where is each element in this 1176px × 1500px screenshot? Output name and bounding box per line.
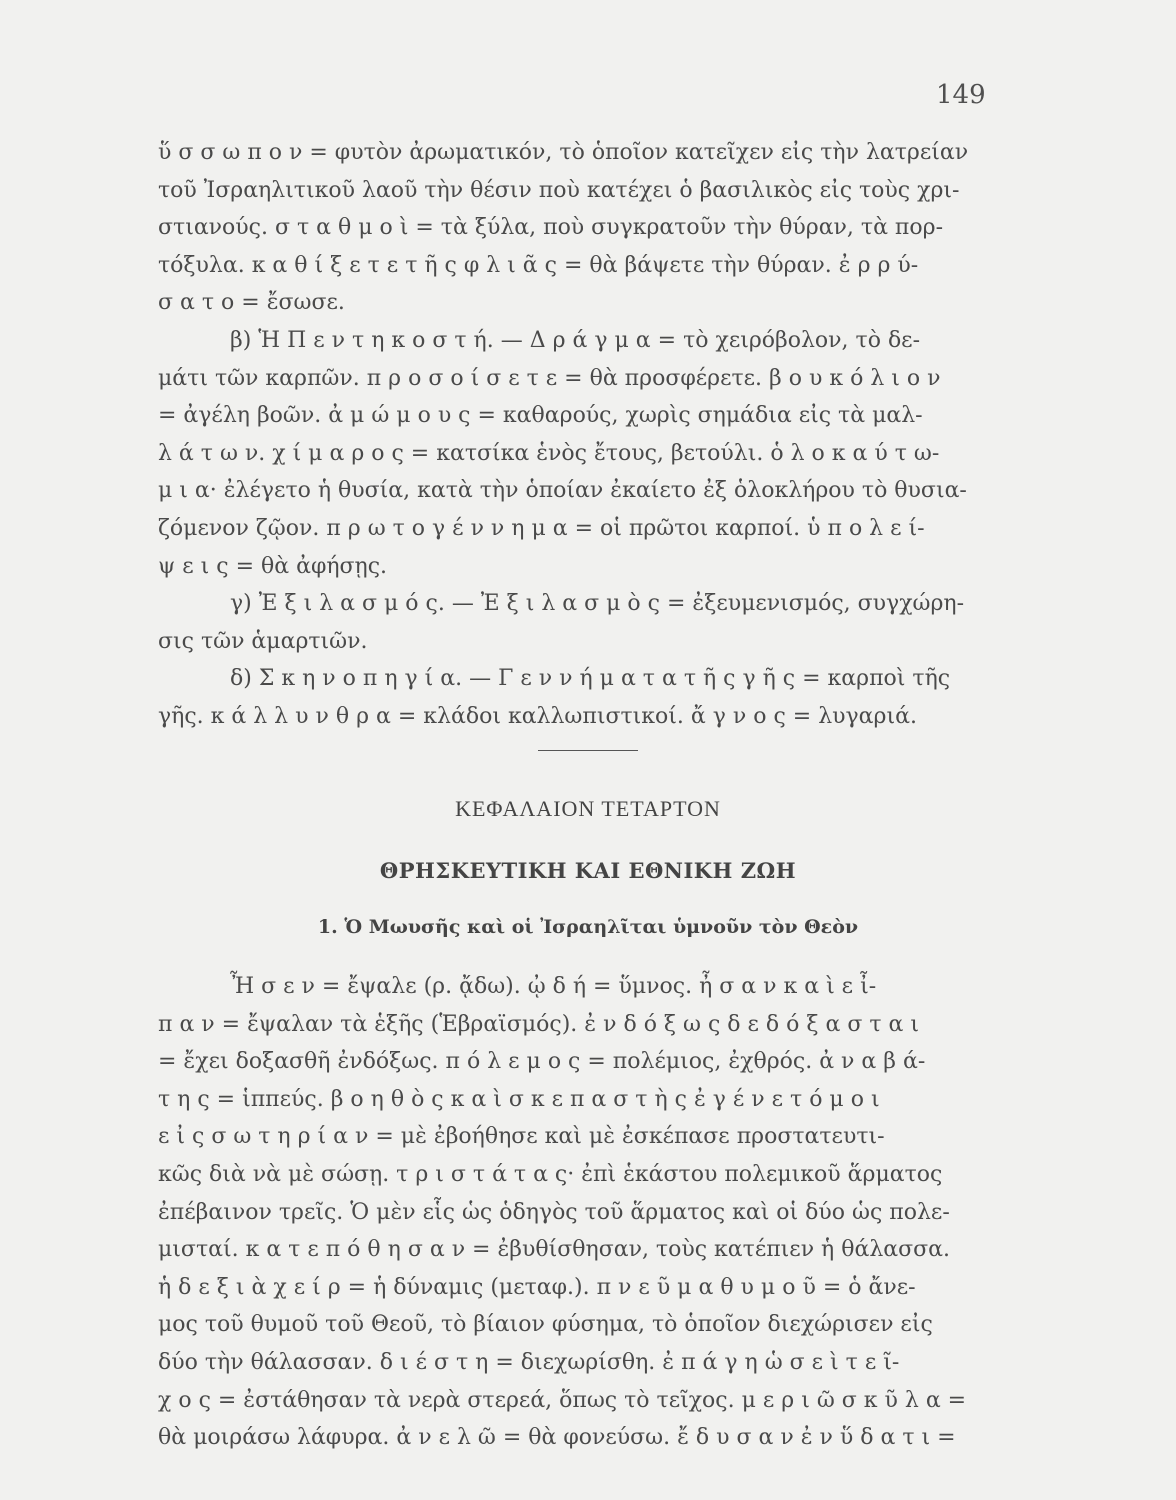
chapter-title: ΚΕΦΑΛΑΙΟΝ ΤΕΤΑΡΤΟΝ: [455, 796, 721, 821]
text-line: στιανούς. σ τ α θ μ ο ὶ = τὰ ξύλα, ποὺ συγκρατοῦν τὴν θύραν, τὰ πορ-: [158, 215, 943, 241]
text-line: σις τῶν ἁμαρτιῶν.: [158, 628, 368, 654]
text-line: μ ι α· ἐλέγετο ἡ θυσία, κατὰ τὴν ὁποίαν ἐκαίετο ἐξ ὁλοκλήρου τὸ θυσια-: [158, 478, 967, 504]
section-heading: 1. Ὁ Μωυσῆς καὶ οἱ Ἰσραηλῖται ὑμνοῦν τὸν Θεὸν: [317, 916, 859, 938]
text-line: γ) Ἐ ξ ι λ α σ μ ό ς. — Ἐ ξ ι λ α σ μ ὸ ς = ἐξευμενισμός, συγχώρη-: [230, 591, 965, 617]
text-line: σ α τ ο = ἔσωσε.: [158, 290, 345, 316]
text-line: γῆς. κ ά λ λ υ ν θ ρ α = κλάδοι καλλωπιστικοί. ἄ γ ν ο ς = λυγαριά.: [158, 703, 917, 729]
text-line: π α ν = ἔψαλαν τὰ ἑξῆς (Ἑβραϊσμός). ἐ ν δ ό ξ ω ς δ ε δ ό ξ α σ τ α ι: [158, 1011, 920, 1037]
text-line: = ἔχει δοξασθῆ ἐνδόξως. π ό λ ε μ ο ς = πολέμιος, ἐχθρός. ἀ ν α β ά-: [158, 1049, 926, 1075]
text-line: Ἦ σ ε ν = ἔψαλε (ρ. ᾄδω). ᾠ δ ή = ὕμνος. ἦ σ α ν κ α ὶ ε ἶ-: [230, 974, 877, 999]
text-line: ὕ σ σ ω π ο ν = φυτὸν ἀρωματικόν, τὸ ὁποῖον κατεῖχεν εἰς τὴν λατρείαν: [158, 140, 969, 165]
text-line: τόξυλα. κ α θ ί ξ ε τ ε τ ῆ ς φ λ ι ᾶ ς = θὰ βάψετε τὴν θύραν. ἐ ρ ρ ύ-: [158, 252, 919, 278]
text-line: β) Ἡ Π ε ν τ η κ ο σ τ ή. — Δ ρ ά γ μ α = τὸ χειρόβολον, τὸ δε-: [230, 327, 921, 353]
text-line: ψ ε ι ς = θὰ ἀφήσῃς.: [158, 553, 388, 579]
text-line: τοῦ Ἰσραηλιτικοῦ λαοῦ τὴν θέσιν ποὺ κατέχει ὁ βασιλικὸς εἰς τοὺς χρι-: [158, 177, 960, 203]
text-line: μάτι τῶν καρπῶν. π ρ ο σ ο ί σ ε τ ε = θὰ προσφέρετε. β ο υ κ ό λ ι ο ν: [158, 365, 941, 391]
text-line: θὰ μοιράσω λάφυρα. ἀ ν ε λ ῶ = θὰ φονεύσω. ἔ δ υ σ α ν ἐ ν ὕ δ α τ ι =: [158, 1425, 956, 1451]
text-line: μος τοῦ θυμοῦ τοῦ Θεοῦ, τὸ βίαιον φύσημα, τὸ ὁποῖον διεχώρισεν εἰς: [158, 1312, 933, 1338]
text-line: = ἀγέλη βοῶν. ἀ μ ώ μ ο υ ς = καθαρούς, χωρὶς σημάδια εἰς τὰ μαλ-: [158, 403, 923, 429]
section-divider: [538, 750, 638, 751]
text-line: ἡ δ ε ξ ι ὰ χ ε ί ρ = ἡ δύναμις (μεταφ.). π ν ε ῦ μ α θ υ μ ο ῦ = ὁ ἄνε-: [158, 1274, 916, 1300]
text-line: χ ο ς = ἐστάθησαν τὰ νερὰ στερεά, ὅπως τὸ τεῖχος. μ ε ρ ι ῶ σ κ ῦ λ α =: [158, 1387, 967, 1413]
text-line: κῶς διὰ νὰ μὲ σώσῃ. τ ρ ι σ τ ά τ α ς· ἐπὶ ἑκάστου πολεμικοῦ ἅρματος: [158, 1161, 943, 1187]
text-line: ζόμενον ζῷον. π ρ ω τ ο γ έ ν ν η μ α = οἱ πρῶτοι καρποί. ὑ π ο λ ε ί-: [158, 515, 925, 541]
page-number: 149: [936, 80, 986, 110]
chapter-subtitle: ΘΡΗΣΚΕΥΤΙΚΗ ΚΑΙ ΕΘΝΙΚΗ ΖΩΗ: [379, 858, 797, 883]
text-line: δύο τὴν θάλασσαν. δ ι έ σ τ η = διεχωρίσθη. ἐ π ά γ η ὡ σ ε ὶ τ ε ῖ-: [158, 1349, 900, 1375]
text-line: τ η ς = ἱππεύς. β ο η θ ὸ ς κ α ὶ σ κ ε π α σ τ ὴ ς ἐ γ έ ν ε τ ό μ ο ι: [158, 1086, 880, 1112]
text-line: ἐπέβαινον τρεῖς. Ὁ μὲν εἷς ὡς ὁδηγὸς τοῦ ἅρματος καὶ οἱ δύο ὡς πολε-: [158, 1199, 950, 1225]
top-text-block: [158, 134, 1018, 736]
text-line: λ ά τ ω ν. χ ί μ α ρ ο ς = κατσίκα ἑνὸς ἔτους, βετούλι. ὁ λ ο κ α ύ τ ω-: [158, 440, 940, 466]
text-line: μισταί. κ α τ ε π ό θ η σ α ν = ἐβυθίσθησαν, τοὺς κατέπιεν ἡ θάλασσα.: [158, 1237, 951, 1263]
text-line: ε ἰ ς σ ω τ η ρ ί α ν = μὲ ἐβοήθησε καὶ μὲ ἐσκέπασε προστατευτι-: [158, 1124, 885, 1150]
text-line: δ) Σ κ η ν ο π η γ ί α. — Γ ε ν ν ή μ α τ α τ ῆ ς γ ῆ ς = καρποὶ τῆς: [230, 666, 951, 692]
body-text-block: [158, 968, 1018, 1457]
